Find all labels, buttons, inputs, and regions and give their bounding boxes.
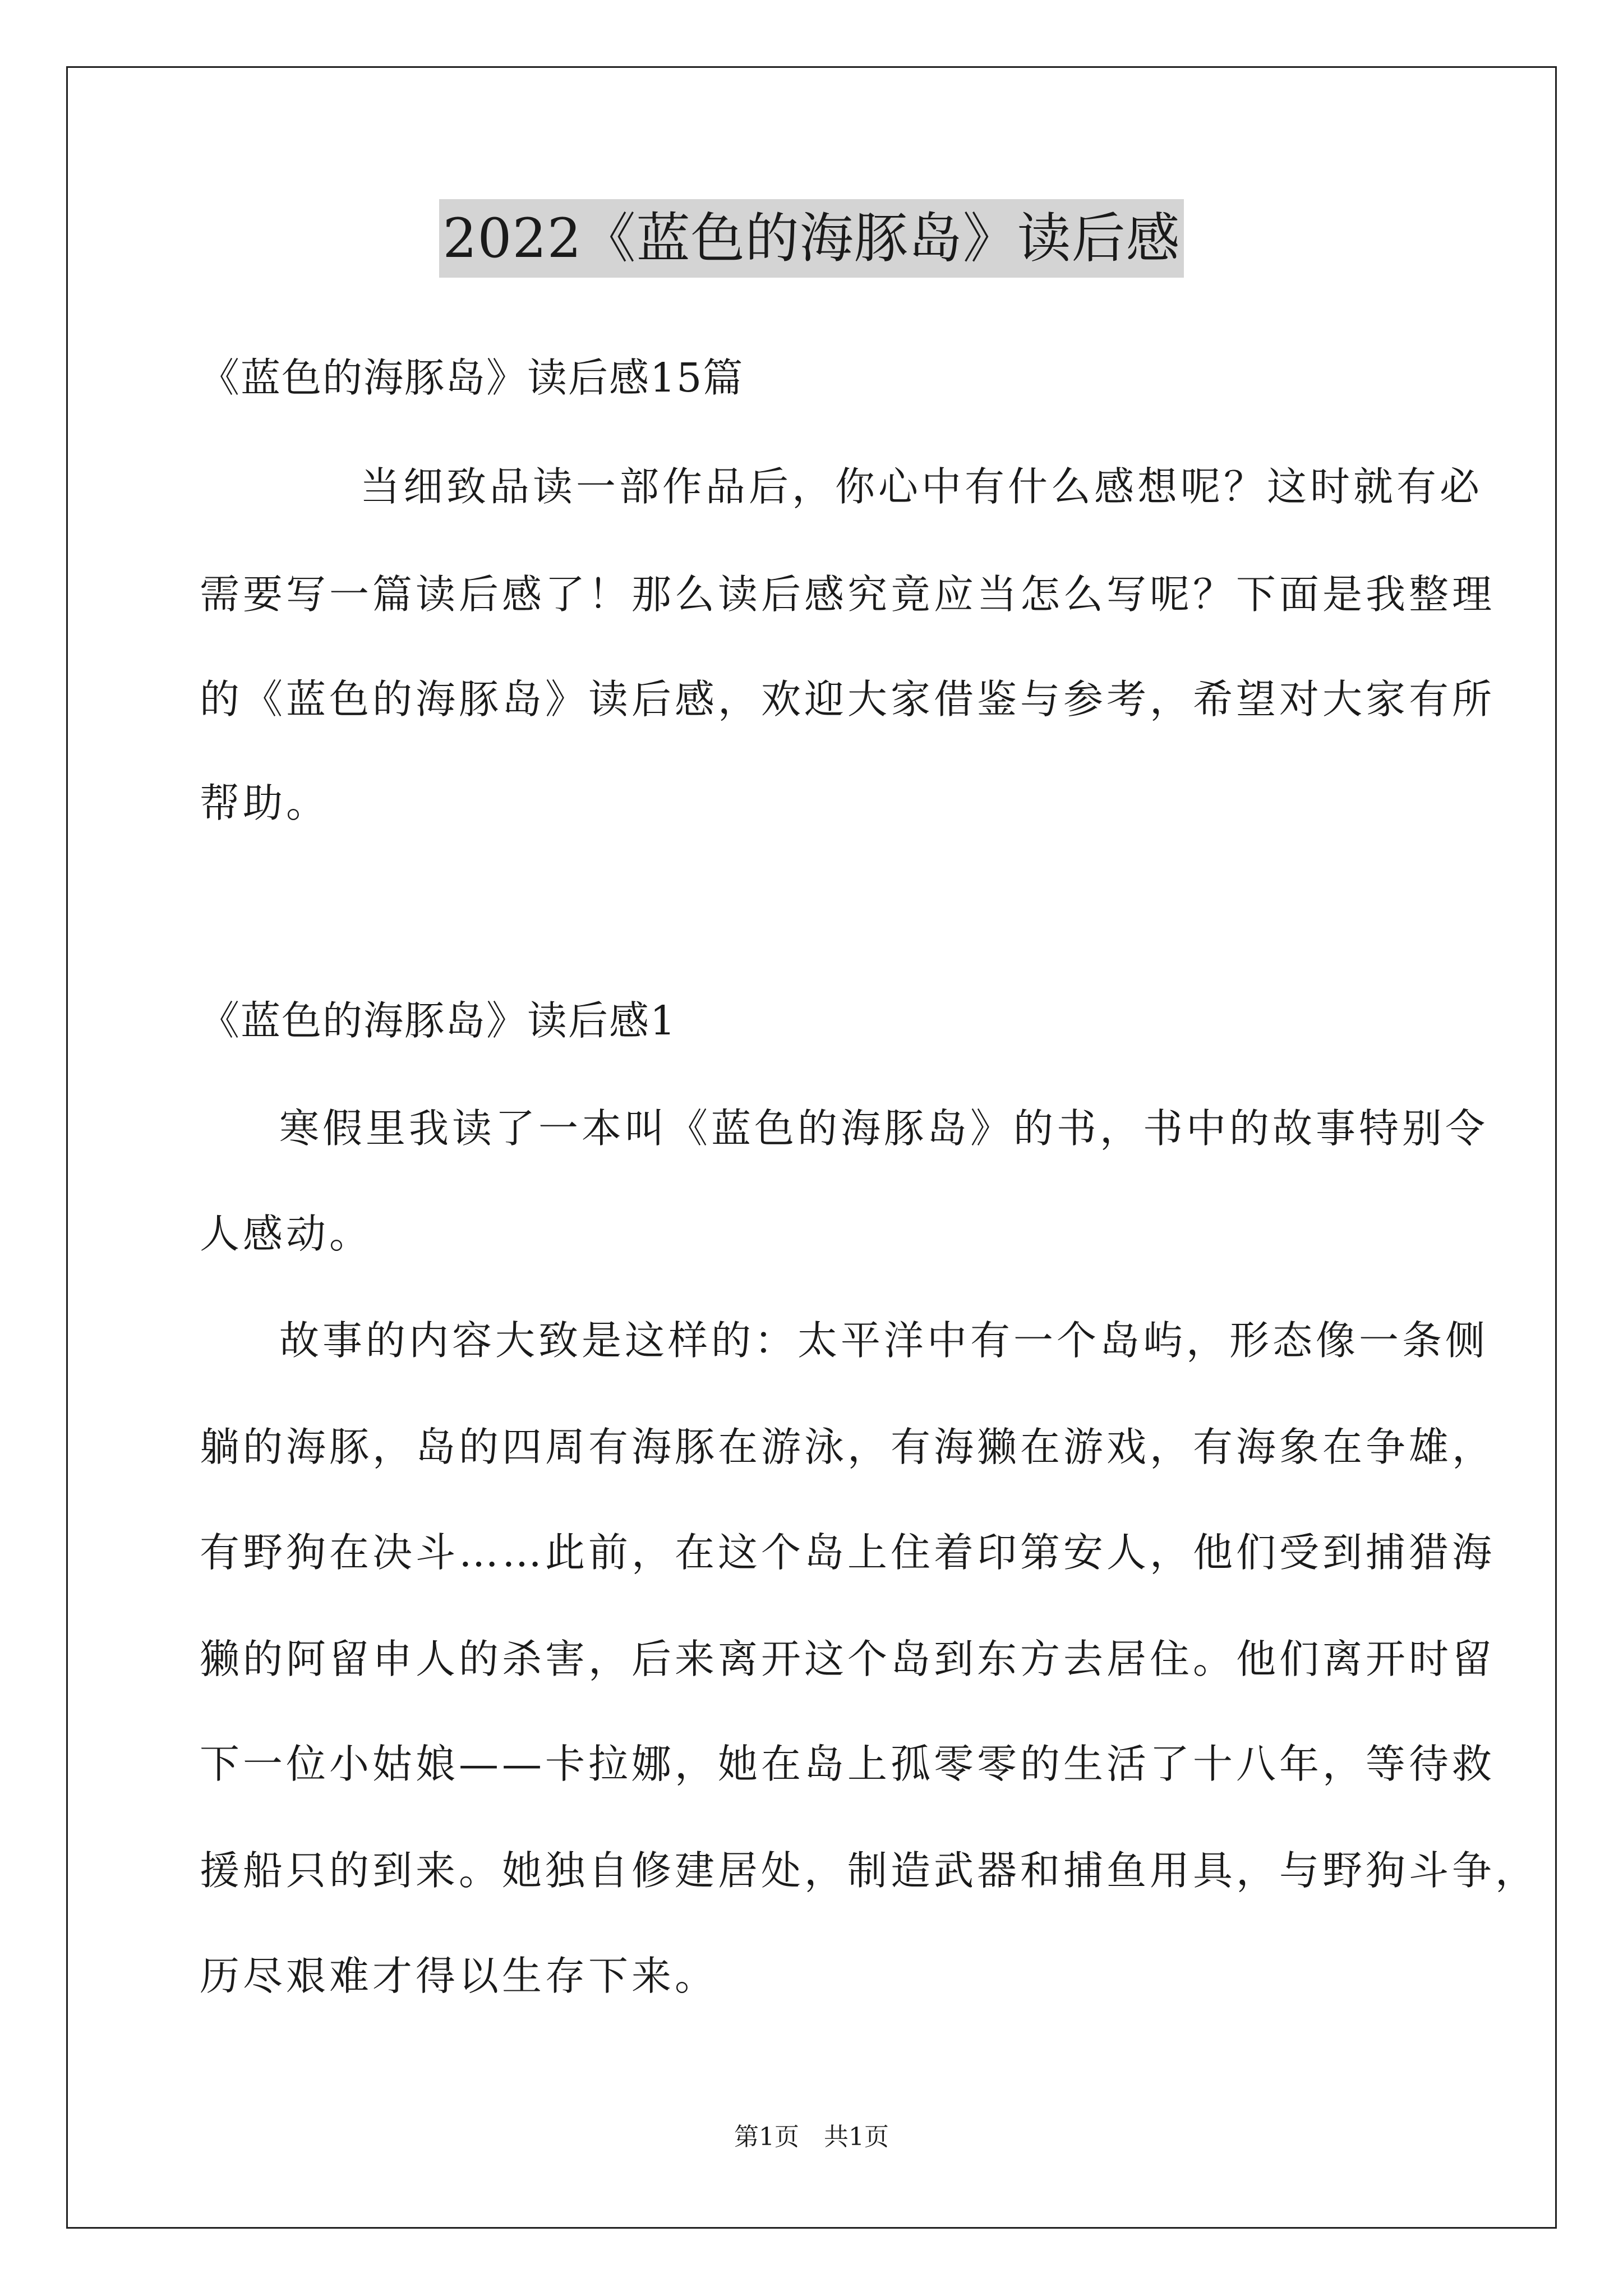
section-heading: 《蓝色的海豚岛》读后感1 — [200, 997, 677, 1044]
para2-line-5: 下一位小姑娘——卡拉娜，她在岛上孤零零的生活了十八年，等待救 — [200, 1741, 1496, 1787]
document-title: 2022《蓝色的海豚岛》读后感 — [439, 199, 1183, 278]
page-number: 第1页 共1页 — [734, 2123, 889, 2151]
intro-line-4: 帮助。 — [200, 780, 330, 826]
para2-line-2: 躺的海豚，岛的四周有海豚在游泳，有海獭在游戏，有海象在争雄， — [200, 1424, 1496, 1470]
subtitle: 《蓝色的海豚岛》读后感15篇 — [200, 355, 744, 401]
para2-line-4: 獭的阿留申人的杀害，后来离开这个岛到东方去居住。他们离开时留 — [200, 1636, 1496, 1682]
para2-line-6: 援船只的到来。她独自修建居处，制造武器和捕鱼用具，与野狗斗争， — [200, 1847, 1539, 1894]
intro-line-1: 当细致品读一部作品后，你心中有什么感想呢？这时就有必 — [360, 463, 1483, 510]
para2-line-7: 历尽艰难才得以生存下来。 — [200, 1953, 718, 1999]
para1-line-1: 寒假里我读了一本叫《蓝色的海豚岛》的书，书中的故事特别令 — [279, 1105, 1489, 1152]
para2-line-3: 有野狗在决斗……此前，在这个岛上住着印第安人，他们受到捕猎海 — [200, 1529, 1496, 1576]
intro-line-2: 需要写一篇读后感了！那么读后感究竟应当怎么写呢？下面是我整理 — [200, 571, 1496, 618]
intro-line-3: 的《蓝色的海豚岛》读后感，欢迎大家借鉴与参考，希望对大家有所 — [200, 676, 1496, 723]
para2-line-1: 故事的内容大致是这样的：太平洋中有一个岛屿，形态像一条侧 — [279, 1317, 1489, 1364]
para1-line-2: 人感动。 — [200, 1211, 373, 1257]
title-container — [0, 199, 1623, 278]
